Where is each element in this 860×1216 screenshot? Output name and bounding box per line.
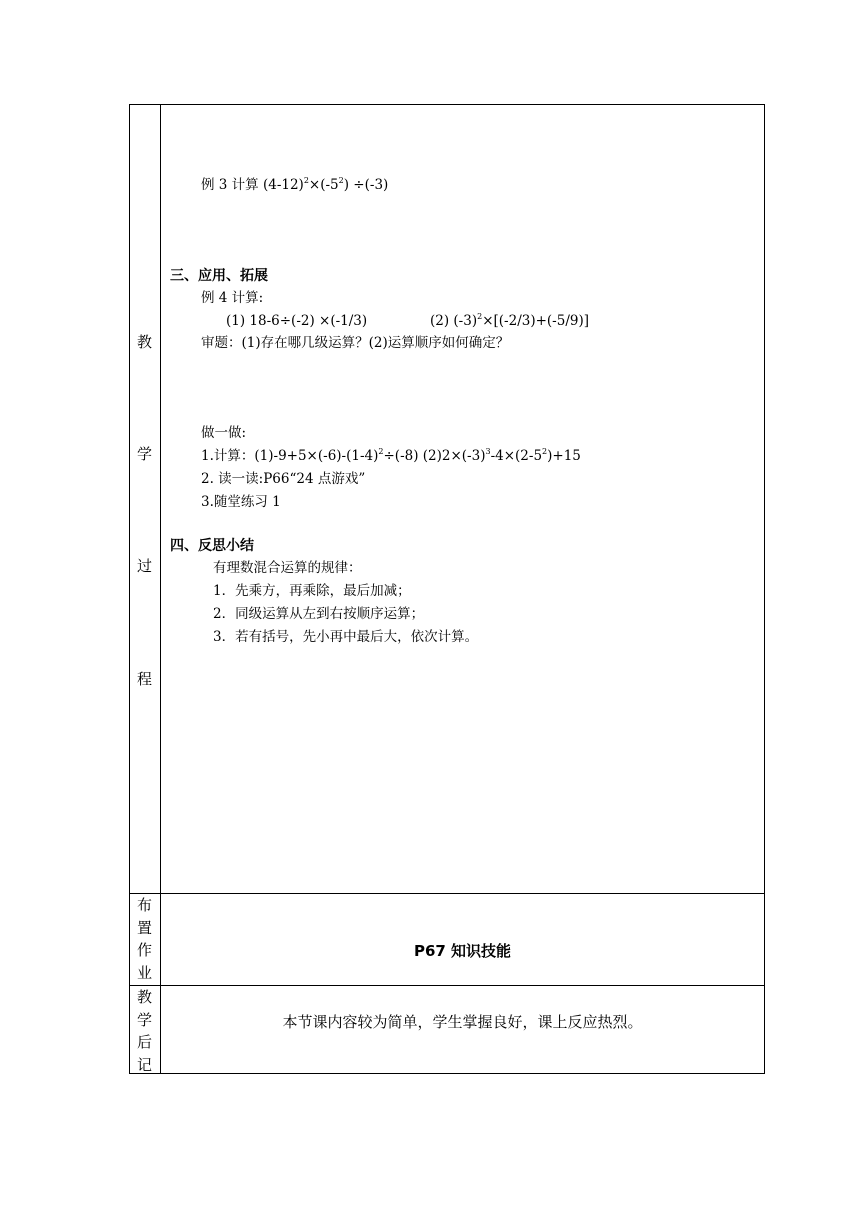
example-4-label: 例 4 计算: (201, 290, 264, 306)
exponent: 2 (542, 447, 548, 456)
side-label-char: 过 (136, 557, 152, 575)
exponent: 2 (378, 447, 384, 456)
rule-item: 1．先乘方，再乘除，最后加减； (213, 583, 411, 599)
side-label-char: 作 (136, 941, 152, 959)
rule-item: 3．若有括号，先小再中最后大，依次计算。 (213, 629, 479, 645)
try-it-text: )+15 (547, 448, 581, 464)
side-label-char: 教 (136, 333, 152, 351)
side-label-char: 后 (136, 1033, 152, 1051)
example-4-problem-2 (430, 312, 589, 330)
side-label-char: 记 (136, 1055, 152, 1074)
try-it-text: ÷(-8) (2)2×(-3) (383, 448, 486, 464)
table-row-divider (129, 893, 765, 894)
reflection-text: 本节课内容较为简单，学生掌握良好，课上反应热烈。 (282, 1013, 643, 1031)
example-4-problem-1: (1) 18-6÷(-2) ×(-1/3) (226, 313, 368, 329)
example-3 (201, 176, 388, 194)
side-label-homework (129, 894, 160, 984)
side-label-char: 布 (136, 896, 152, 914)
example-3-text: ) ÷(-3) (343, 177, 389, 193)
try-it-item-3: 3.随堂练习 1 (201, 494, 281, 510)
side-label-char: 程 (136, 670, 152, 688)
problem-text: (2) (-3) (430, 313, 478, 329)
homework-text: P67 知识技能 (413, 942, 512, 960)
exponent: 3 (485, 447, 491, 456)
rule-item: 2．同级运算从左到右按顺序运算； (213, 606, 425, 622)
review-question: 审题：(1)存在哪几级运算？(2)运算顺序如何确定？ (201, 335, 510, 351)
side-label-char: 置 (136, 918, 152, 937)
example-3-text: 例 3 计算 (4-12) (201, 177, 304, 193)
side-label-char: 业 (136, 963, 152, 982)
example-3-text: ×(-5 (308, 177, 339, 193)
table-column-divider (160, 104, 161, 1074)
exponent: 2 (303, 176, 309, 185)
try-it-text: 1.计算：(1)-9+5×(-6)-(1-4) (201, 448, 379, 464)
rules-intro: 有理数混合运算的规律： (213, 560, 362, 576)
side-label-char: 学 (136, 445, 152, 463)
try-it-text: -4×(2-5 (490, 448, 543, 464)
try-it-item-1 (201, 447, 581, 465)
exponent: 2 (477, 312, 483, 321)
try-it-item-2: 2. 读一读:P66“24 点游戏” (201, 471, 366, 487)
section-heading: 四、反思小结 (170, 538, 254, 554)
side-label-notes (129, 986, 160, 1076)
side-label-char: 学 (136, 1010, 152, 1029)
exponent: 2 (338, 176, 344, 185)
section-heading: 三、应用、拓展 (170, 268, 268, 284)
problem-text: ×[(-2/3)+(-5/9)] (482, 313, 590, 329)
side-label-char: 教 (136, 988, 152, 1006)
table-row-divider (129, 985, 765, 986)
try-it-title: 做一做: (201, 425, 247, 441)
